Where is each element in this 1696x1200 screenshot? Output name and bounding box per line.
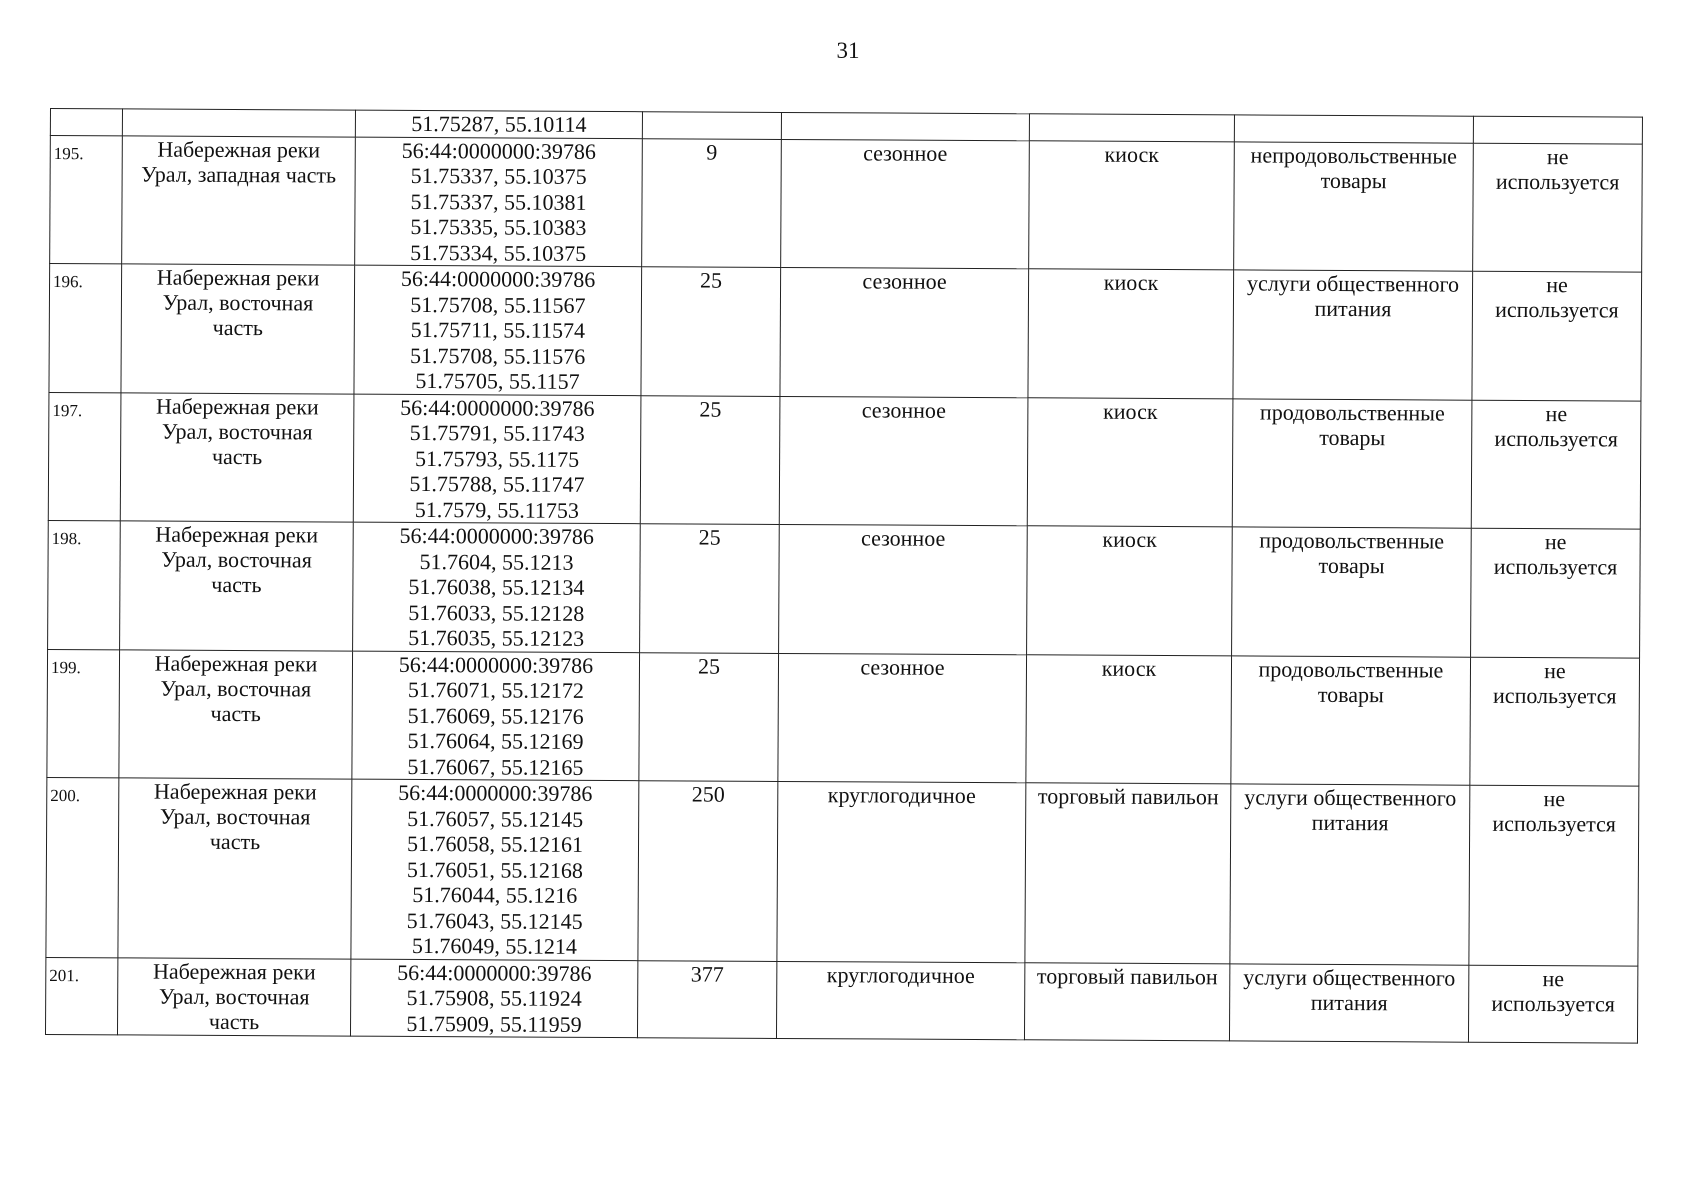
specialization-line: услуги общественного	[1247, 270, 1460, 297]
table-row	[46, 777, 1639, 965]
coord-line: 56:44:0000000:39786	[398, 779, 593, 806]
status-line: используется	[1493, 682, 1617, 708]
coord-line: 51.76057, 55.12145	[407, 805, 584, 832]
specialization-line: товары	[1317, 681, 1384, 707]
object-type-value: киоск	[1102, 526, 1157, 552]
location-line: Урал, восточная	[158, 983, 310, 1009]
cell-object-type	[1029, 114, 1234, 142]
location-line: часть	[208, 1008, 260, 1034]
cell-specialization	[1231, 655, 1471, 785]
area-value: 250	[691, 781, 725, 807]
location-line: Урал, восточная	[161, 546, 312, 573]
specialization-line: услуги общественного	[1243, 963, 1456, 991]
coord-line: 51.75334, 55.10375	[410, 239, 587, 266]
coord-line: 51.76044, 55.1216	[412, 881, 578, 908]
specialization-line: товары	[1319, 424, 1386, 450]
cell-specialization	[1230, 784, 1470, 965]
area-value: 25	[700, 267, 723, 293]
specialization-line: услуги общественного	[1244, 784, 1457, 811]
cell-coords	[355, 110, 642, 138]
status-line: не	[1546, 272, 1568, 298]
status-line: не	[1543, 786, 1566, 812]
coord-line: 51.75337, 55.10375	[410, 162, 587, 189]
coord-line: 51.76035, 55.12123	[408, 624, 585, 651]
cell-object-type	[1027, 526, 1233, 656]
cell-num	[50, 109, 122, 136]
row-number: 198.	[51, 529, 82, 549]
specialization-line: питания	[1310, 989, 1388, 1015]
coord-line: 51.76058, 55.12161	[406, 830, 584, 857]
cell-coords	[355, 137, 643, 267]
location-line: Набережная реки	[155, 521, 319, 548]
cell-area	[641, 267, 781, 396]
cell-coords	[350, 959, 637, 1038]
cell-location	[120, 392, 354, 522]
coord-line: 51.76067, 55.12165	[407, 753, 584, 780]
cell-area	[638, 781, 778, 961]
row-number: 195.	[53, 143, 84, 163]
coord-line: 56:44:0000000:39786	[397, 959, 592, 986]
table-row	[48, 392, 1641, 529]
object-type-value: киоск	[1104, 141, 1160, 167]
table-row	[47, 649, 1640, 786]
cell-area	[639, 652, 779, 781]
location-line: Урал, восточная	[159, 803, 311, 830]
cell-period	[780, 267, 1029, 397]
row-number: 196.	[53, 272, 83, 292]
area-value: 25	[697, 653, 721, 679]
table-row	[49, 264, 1642, 401]
area-value: 9	[706, 139, 718, 165]
status-line: не	[1544, 657, 1566, 683]
cell-coords	[353, 394, 641, 524]
cell-area	[640, 395, 780, 524]
coord-line: 51.75705, 55.1157	[415, 367, 580, 394]
location-line: Урал, восточная	[161, 418, 313, 444]
cell-specialization	[1232, 527, 1472, 657]
location-line: Набережная реки	[152, 958, 316, 984]
area-value: 377	[690, 960, 724, 987]
period-value: сезонное	[861, 525, 946, 551]
cell-coords	[351, 779, 639, 960]
cell-period	[781, 139, 1030, 269]
location-line: Набережная реки	[157, 136, 321, 162]
object-type-value: торговый павильон	[1037, 783, 1219, 810]
status-line: используется	[1495, 296, 1619, 323]
row-number: 199.	[50, 657, 81, 677]
cell-period	[777, 781, 1026, 962]
period-value: круглогодичное	[827, 782, 976, 809]
location-line: Набережная реки	[155, 393, 319, 419]
period-value: сезонное	[862, 268, 947, 294]
table-row	[48, 520, 1641, 657]
cell-location	[119, 649, 353, 779]
specialization-line: товары	[1318, 552, 1385, 579]
coord-line: 51.7579, 55.11753	[414, 496, 579, 523]
row-number: 197.	[52, 400, 83, 420]
specialization-line: питания	[1311, 809, 1389, 836]
coord-line: 51.75793, 55.1175	[414, 445, 580, 472]
coord-line: 51.75287, 55.10114	[411, 110, 587, 137]
status-line: не	[1544, 529, 1567, 555]
coord-line: 51.76051, 55.12168	[406, 856, 583, 883]
location-line: Набережная реки	[153, 778, 317, 805]
cell-num	[49, 264, 122, 393]
cell-num	[47, 649, 120, 778]
cell-num	[48, 520, 121, 649]
cell-period	[778, 653, 1027, 783]
cell-area	[642, 112, 781, 139]
cell-object-type	[1026, 654, 1232, 784]
cell-coords	[354, 265, 642, 395]
period-value: сезонное	[860, 653, 945, 680]
object-type-value: торговый павильон	[1036, 962, 1218, 989]
cell-specialization	[1229, 963, 1468, 1042]
specialization-line: продовольственные	[1258, 656, 1444, 683]
cell-num	[48, 392, 121, 521]
coord-line: 51.75708, 55.11567	[410, 291, 586, 318]
period-value: круглогодичное	[826, 961, 975, 988]
location-line: часть	[211, 571, 262, 598]
coord-line: 51.75788, 55.11747	[409, 470, 585, 497]
cell-status	[1471, 400, 1641, 529]
cell-num	[46, 777, 119, 957]
location-line: Урал, западная часть	[141, 160, 337, 188]
cell-specialization	[1234, 115, 1473, 143]
page-number: 31	[836, 38, 860, 63]
object-type-value: киоск	[1101, 655, 1157, 681]
status-line: не	[1545, 400, 1568, 426]
cell-object-type	[1025, 783, 1231, 964]
period-value: сезонное	[861, 396, 947, 423]
cell-area	[642, 138, 782, 267]
coord-line: 51.75711, 55.11574	[410, 316, 586, 343]
cell-object-type	[1028, 269, 1234, 399]
status-line: используется	[1491, 990, 1615, 1016]
coord-line: 51.75791, 55.11743	[409, 419, 585, 446]
status-line: используется	[1494, 425, 1619, 451]
location-line: часть	[209, 828, 261, 855]
coord-line: 51.76064, 55.12169	[407, 727, 584, 754]
cell-num	[45, 957, 117, 1035]
area-value: 25	[698, 524, 721, 550]
coord-line: 56:44:0000000:39786	[400, 265, 596, 292]
cell-specialization	[1232, 398, 1472, 528]
coord-line: 51.75909, 55.11959	[406, 1010, 582, 1037]
registry-table	[45, 108, 1643, 1044]
status-line: используется	[1493, 553, 1618, 580]
cell-location	[120, 521, 354, 651]
table-row	[50, 135, 1643, 272]
coord-line: 51.7604, 55.1213	[419, 548, 574, 575]
status-line: не	[1542, 965, 1565, 991]
row-number: 201.	[49, 965, 80, 985]
cell-specialization	[1234, 141, 1474, 271]
cell-area	[637, 960, 776, 1038]
area-value: 25	[699, 396, 722, 422]
cell-status	[1468, 965, 1637, 1043]
coord-line: 51.75708, 55.11576	[410, 342, 586, 369]
period-value: сезонное	[863, 139, 948, 166]
location-line: Урал, восточная	[162, 289, 314, 316]
cell-period	[779, 524, 1028, 654]
cell-period	[779, 396, 1028, 526]
coord-line: 51.75908, 55.11924	[406, 984, 582, 1011]
location-line: Набережная реки	[154, 650, 318, 676]
object-type-value: киоск	[1103, 398, 1158, 424]
location-line: часть	[210, 700, 261, 726]
status-line: не	[1546, 143, 1569, 169]
cell-status	[1473, 116, 1642, 143]
specialization-line: продовольственные	[1259, 399, 1445, 426]
coord-line: 51.76033, 55.12128	[408, 599, 585, 626]
cell-area	[640, 524, 780, 653]
coord-line: 51.76069, 55.12176	[407, 702, 584, 729]
coord-line: 56:44:0000000:39786	[400, 394, 595, 421]
location-line: Урал, восточная	[160, 675, 312, 701]
cell-object-type	[1029, 140, 1235, 270]
table-row	[45, 957, 1637, 1043]
object-type-value: киоск	[1103, 269, 1159, 295]
coord-line: 51.76038, 55.12134	[408, 573, 585, 600]
coord-line: 56:44:0000000:39786	[398, 651, 594, 678]
specialization-line: продовольственные	[1259, 527, 1445, 554]
cell-location	[118, 778, 352, 959]
cell-status	[1469, 785, 1639, 965]
location-line: часть	[212, 314, 264, 341]
cell-object-type	[1027, 397, 1233, 527]
location-line: Набережная реки	[156, 264, 320, 291]
cell-location	[122, 135, 356, 265]
coord-line: 51.75337, 55.10381	[410, 188, 587, 215]
coord-line: 51.76049, 55.1214	[411, 932, 578, 959]
cell-location	[117, 957, 350, 1036]
coord-line: 56:44:0000000:39786	[401, 137, 597, 164]
coord-line: 56:44:0000000:39786	[399, 522, 594, 549]
cell-period	[776, 961, 1024, 1040]
status-line: используется	[1492, 810, 1616, 837]
cell-status	[1470, 657, 1640, 786]
cell-location	[122, 109, 355, 137]
status-line: используется	[1495, 168, 1620, 194]
cell-coords	[353, 522, 641, 652]
cell-location	[121, 264, 355, 394]
location-line: часть	[211, 443, 263, 469]
coord-line: 51.76071, 55.12172	[407, 676, 584, 703]
specialization-line: питания	[1314, 295, 1392, 322]
specialization-line: товары	[1320, 167, 1387, 193]
cell-coords	[352, 651, 640, 781]
cell-num	[50, 135, 123, 264]
coord-line: 51.75335, 55.10383	[410, 213, 587, 240]
cell-status	[1473, 143, 1643, 272]
cell-status	[1472, 271, 1642, 400]
cell-period	[781, 112, 1029, 140]
cell-object-type	[1024, 962, 1229, 1041]
cell-status	[1471, 528, 1641, 657]
cell-specialization	[1233, 270, 1473, 400]
specialization-line: непродовольственные	[1250, 141, 1457, 169]
row-number: 200.	[50, 786, 81, 806]
coord-line: 51.76043, 55.12145	[406, 907, 583, 934]
